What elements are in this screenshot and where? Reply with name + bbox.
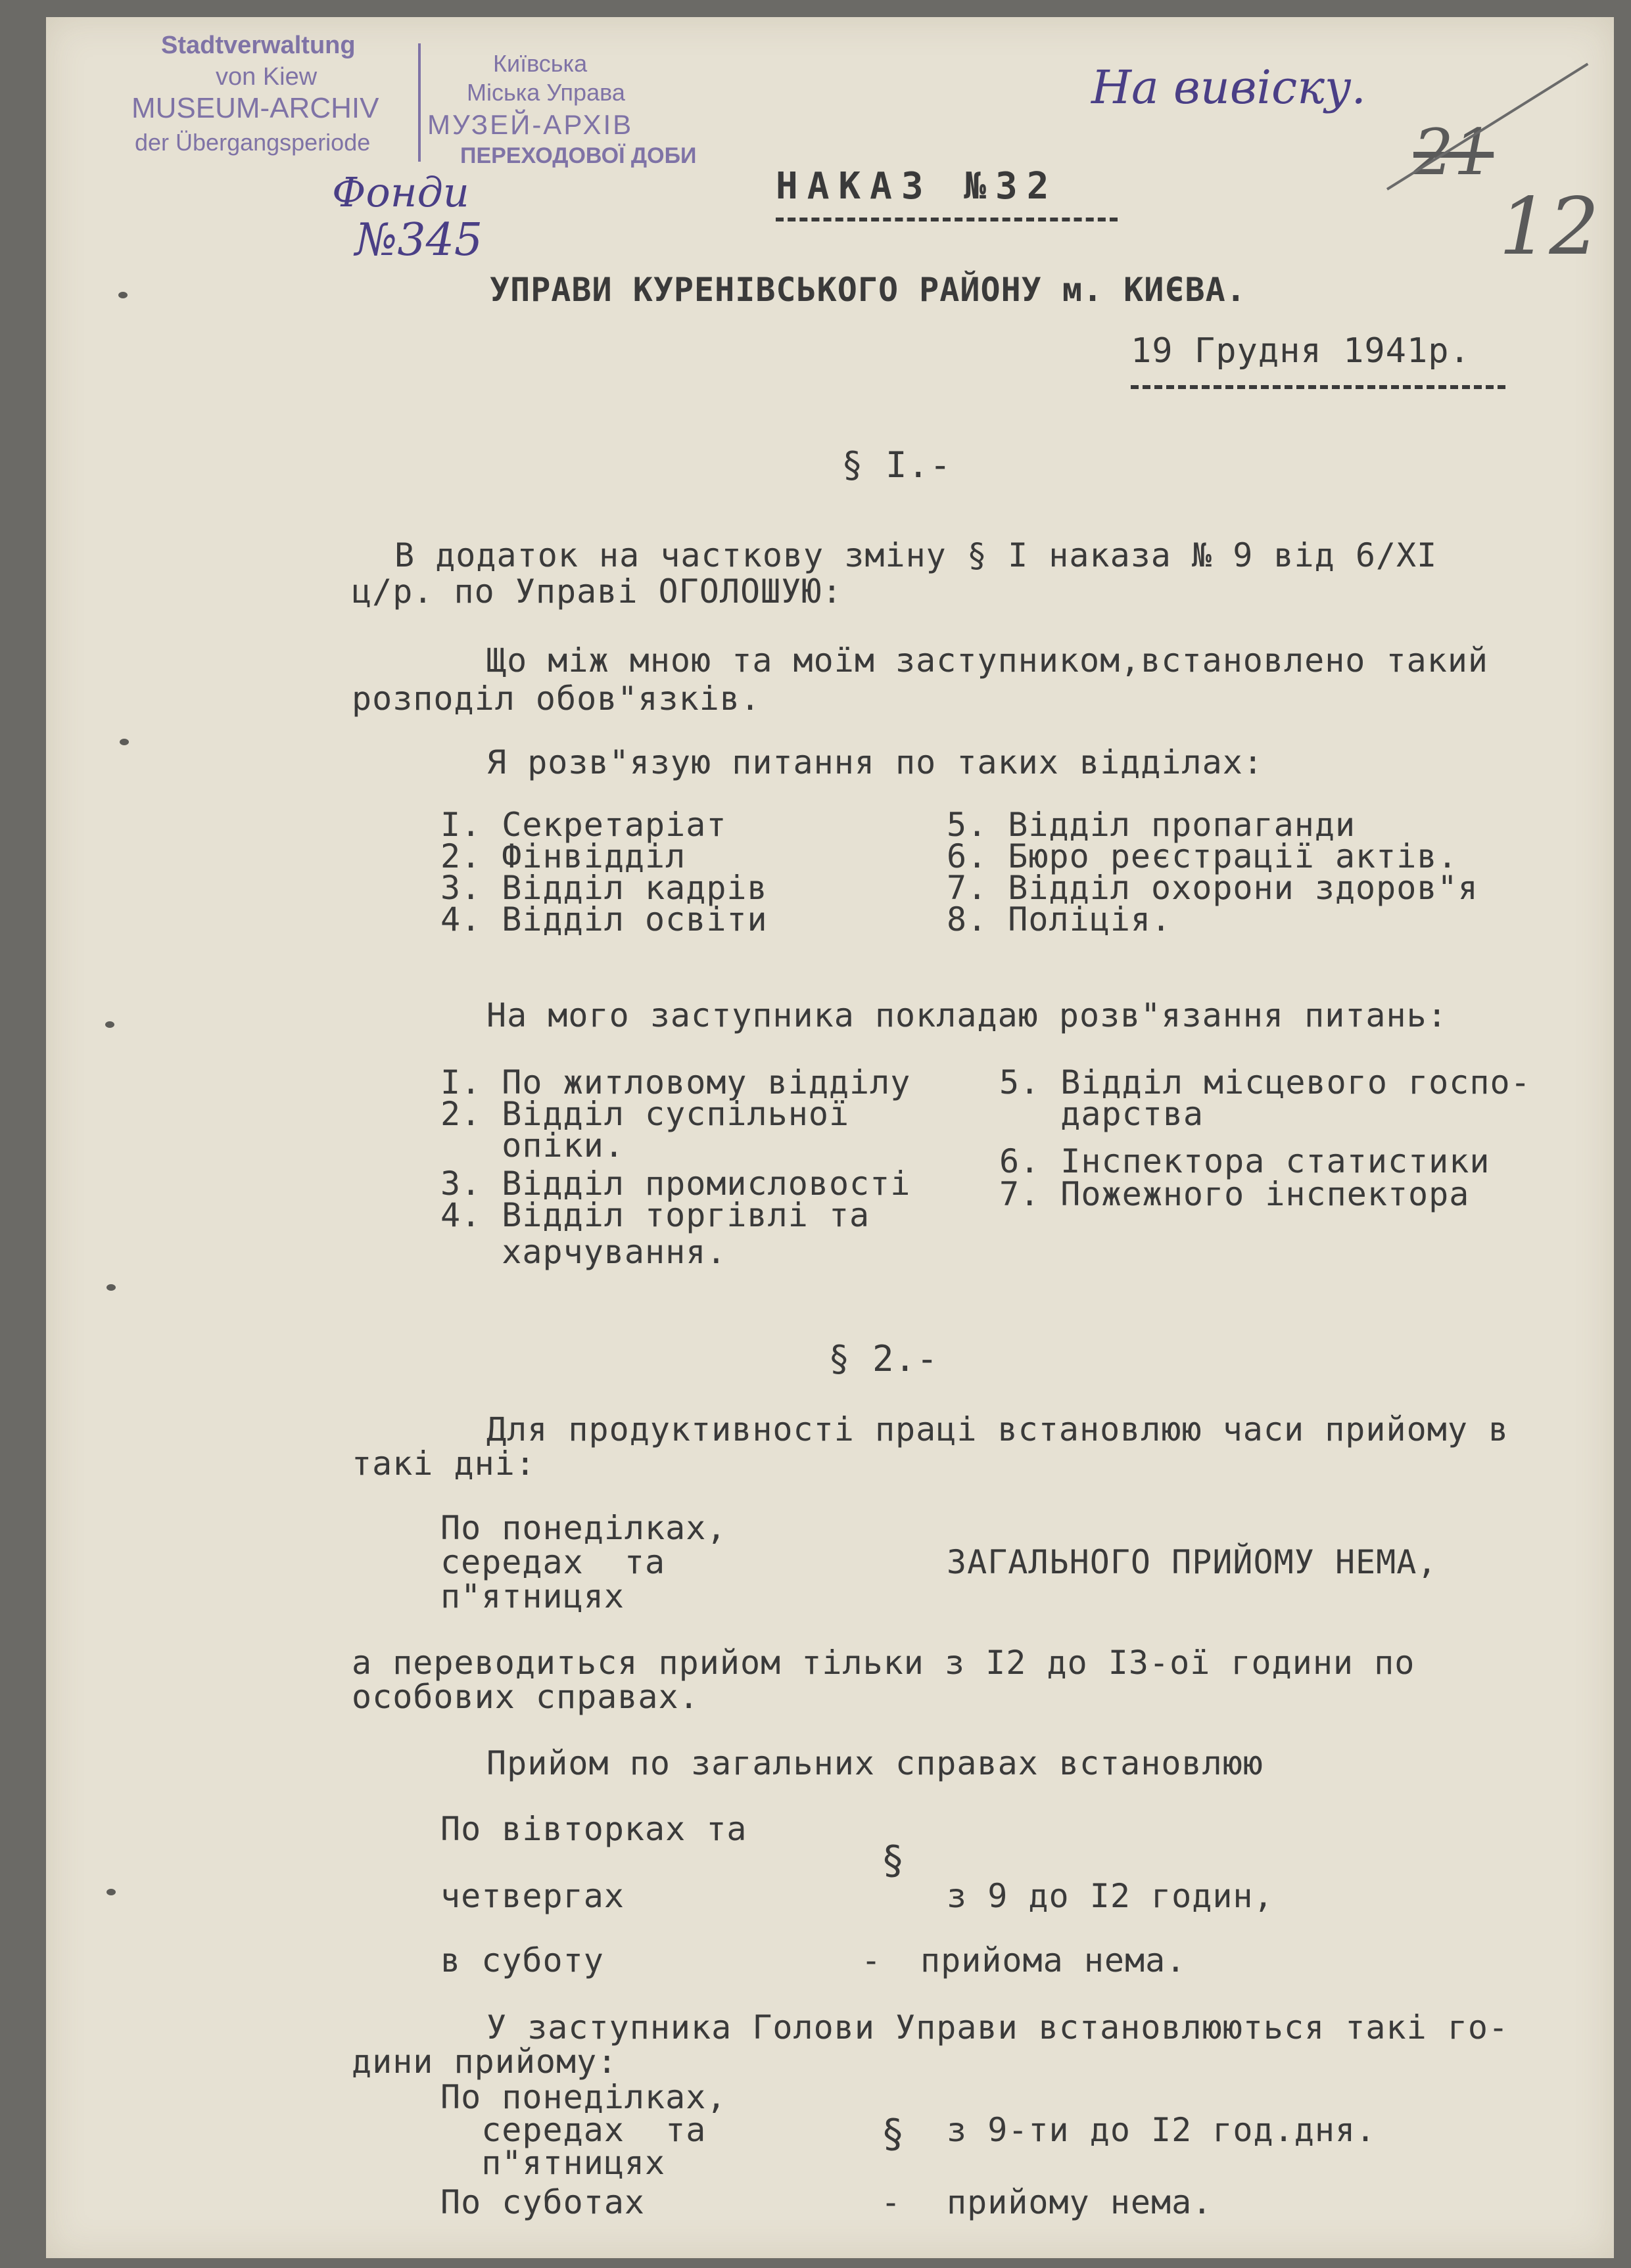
section1-para-line2: розподіл обов"язків.	[352, 680, 761, 718]
list-item: 3. Відділ промисловості	[440, 1165, 911, 1203]
list-item: 2. Фінвідділ	[440, 837, 686, 875]
document-page	[46, 17, 1614, 2258]
tue-thu-hours: з 9 до I2 годин,	[947, 1877, 1274, 1915]
handwritten-note: На вивіску.	[1091, 60, 1366, 114]
stamp-de-line2: von Kiew	[216, 63, 318, 91]
stamp-de-line1: Stadtverwaltung	[161, 32, 356, 59]
punch-hole	[118, 292, 128, 298]
own-duties-intro: Я розв"язую питання по таких відділах:	[486, 743, 1264, 781]
list-item: 2. Відділ суспільної	[440, 1095, 850, 1133]
section2-intro-line1: Для продуктивності праці встановлюю часи прийому в	[486, 1410, 1509, 1448]
list-item: опіки.	[440, 1126, 625, 1165]
handwritten-fond-label: Фонди	[332, 168, 469, 216]
list-item: 8. Поліція.	[947, 900, 1172, 938]
deputy-hours-line1: У заступника Голови Управи встановлюються такі го-	[486, 2008, 1509, 2047]
saturday-note: прийома нема.	[920, 1941, 1187, 1979]
list-item: 6. Бюро реєстрації актів.	[947, 837, 1458, 875]
days-line1: По понеділках,	[440, 1509, 727, 1547]
days-line2: середах та	[440, 1543, 666, 1581]
list-item: 5. Відділ пропаганди	[947, 806, 1356, 844]
general-reception-intro: Прийом по загальних справах встановлюю	[486, 1744, 1264, 1782]
list-item: I. По житловому відділу	[440, 1063, 911, 1101]
list-item: 7. Пожежного інспектора	[999, 1175, 1470, 1213]
special-line2: особових справах.	[352, 1678, 699, 1716]
stamp-ua-line2: Міська Управа	[467, 79, 625, 106]
stamp-de-line3: MUSEUM-ARCHIV	[131, 92, 379, 124]
dep-saturday-dash: -	[881, 2183, 902, 2221]
dep-saturday-label: По суботах	[440, 2183, 646, 2221]
special-line1: а переводиться прийом тільки з I2 до I3-ої години по	[352, 1644, 1415, 1682]
dep-bracket: §	[881, 2111, 906, 2157]
list-item: 4. Відділ торгівлі та	[440, 1196, 870, 1234]
section2-heading: § 2.-	[828, 1338, 939, 1379]
list-item: 6. Інспектора статистики	[999, 1142, 1490, 1180]
dep-days-line1: По понеділках,	[440, 2078, 727, 2116]
deputy-hours-line2: дини прийому:	[352, 2043, 618, 2081]
date-underline	[1131, 385, 1505, 389]
punch-hole	[106, 1889, 116, 1895]
no-general-reception: ЗАГАЛЬНОГО ПРИЙОМУ НЕМА,	[947, 1543, 1438, 1581]
saturday-label: в суботу	[440, 1941, 604, 1979]
punch-hole	[120, 739, 129, 745]
stamp-ua-line3: МУЗЕЙ-АРХІВ	[427, 109, 634, 140]
list-item: дарства	[999, 1095, 1204, 1133]
list-item: 4. Відділ освіти	[440, 900, 768, 938]
document-date: 19 Грудня 1941р.	[1131, 331, 1471, 371]
punch-hole	[106, 1284, 116, 1291]
handwritten-fond-number: №345	[355, 214, 483, 266]
document-subtitle: УПРАВИ КУРЕНІВСЬКОГО РАЙОНУ м. КИЄВА.	[490, 271, 1246, 309]
deputy-duties-intro: На мого заступника покладаю розв"язання питань:	[486, 996, 1448, 1034]
list-item: I. Секретаріат	[440, 806, 727, 844]
saturday-dash: -	[861, 1941, 882, 1979]
list-item: 3. Відділ кадрів	[440, 869, 768, 907]
handwritten-folio-number: 12	[1499, 181, 1599, 273]
stamp-de-line4: der Übergangsperiode	[135, 129, 371, 156]
stamp-divider	[418, 43, 421, 162]
stamp-ua-line4: ПЕРЕХОДОВОЇ ДОБИ	[460, 143, 697, 168]
section1-para-line1: Що між мною та моїм заступником,встановлено такий	[486, 641, 1489, 680]
dep-days-line2: середах та	[440, 2111, 707, 2149]
section1-intro-line2: ц/р. по Управі ОГОЛОШУЮ:	[352, 572, 843, 611]
stamp-ua-line1: Київська	[493, 50, 588, 77]
section1-intro-line1: В додаток на часткову зміну § I наказа № 9 від 6/XI	[394, 536, 1438, 574]
dep-hours: з 9-ти до I2 год.дня.	[947, 2111, 1377, 2149]
dep-days-line3: п"ятницях	[440, 2144, 666, 2182]
section2-intro-line2: такі дні:	[352, 1445, 536, 1483]
section1-heading: § I.-	[841, 444, 952, 486]
handwritten-folio-crossed: 21	[1413, 116, 1494, 189]
days-line3: п"ятницях	[440, 1577, 625, 1615]
document-title: НАКАЗ №32	[776, 165, 1058, 208]
list-item: 5. Відділ місцевого госпо-	[999, 1063, 1531, 1101]
dep-saturday-note: прийому нема.	[947, 2183, 1213, 2221]
list-item: 7. Відділ охорони здоров"я	[947, 869, 1478, 907]
list-item: харчування.	[440, 1233, 727, 1271]
tue-thu-bracket: §	[881, 1838, 906, 1884]
punch-hole	[105, 1021, 114, 1028]
thursday-label: четвергах	[440, 1877, 625, 1915]
tuesday-label: По вівторках та	[440, 1810, 747, 1848]
title-underline	[776, 218, 1118, 221]
